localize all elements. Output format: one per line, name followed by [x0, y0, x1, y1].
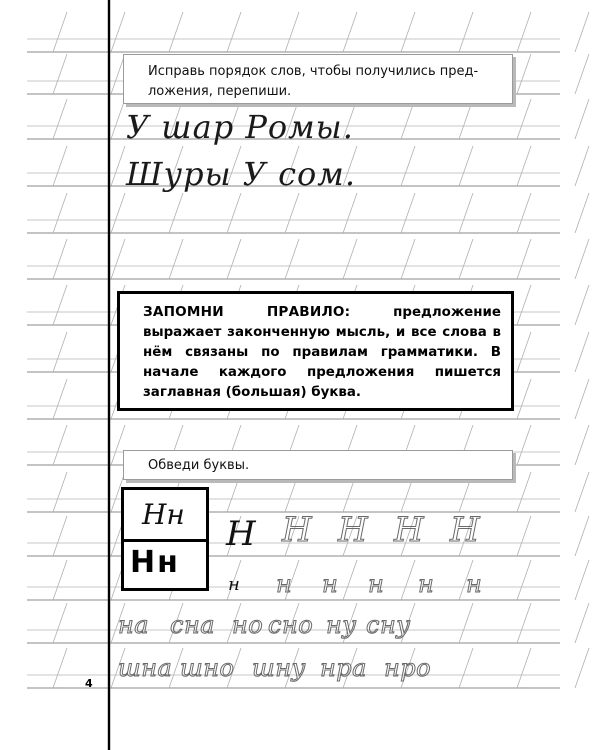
- slant-guide: [575, 146, 589, 186]
- slant-guide: [575, 648, 589, 688]
- rule-text: предложение выражает законченную мысль, и все слова в нём связаны по правилам грамматики. В начале каждого предложения пишется заглавная (большая) буква.: [143, 305, 501, 400]
- slant-guide: [53, 648, 67, 688]
- slant-guide: [517, 379, 531, 419]
- slant-guide: [53, 379, 67, 419]
- slant-guide: [227, 12, 241, 52]
- slant-guide: [227, 239, 241, 279]
- slant-guide: [53, 12, 67, 52]
- slant-guide: [459, 12, 473, 52]
- print-letter-sample: Нн: [130, 545, 180, 580]
- slant-guide: [517, 285, 531, 325]
- task-instruction-box: [123, 54, 513, 104]
- slant-guide: [285, 239, 299, 279]
- slant-guide: [459, 603, 473, 643]
- trace-lowercase-letter[interactable]: н: [276, 570, 292, 598]
- slant-guide: [459, 193, 473, 233]
- slant-guide: [517, 332, 531, 372]
- slant-guide: [459, 146, 473, 186]
- slant-guide: [517, 239, 531, 279]
- slant-guide: [343, 193, 357, 233]
- slant-guide: [111, 99, 125, 139]
- slant-guide: [517, 603, 531, 643]
- slant-guide: [575, 285, 589, 325]
- rule-box: [117, 291, 514, 411]
- slant-guide: [517, 472, 531, 512]
- slant-guide: [401, 12, 415, 52]
- trace-lowercase-letter[interactable]: н: [322, 570, 338, 598]
- slant-guide: [111, 239, 125, 279]
- trace-instruction-box: [123, 450, 513, 480]
- trace-word[interactable]: шна: [118, 654, 173, 682]
- trace-word[interactable]: шну: [252, 654, 306, 682]
- slant-guide: [111, 12, 125, 52]
- slant-guide: [343, 12, 357, 52]
- page-number: 4: [85, 677, 93, 690]
- trace-word[interactable]: сна: [170, 611, 216, 639]
- trace-word[interactable]: ну: [326, 611, 357, 639]
- slant-guide: [285, 12, 299, 52]
- slant-guide: [575, 472, 589, 512]
- instruction-line: ложения, перепиши.: [148, 84, 292, 99]
- slant-guide: [169, 239, 183, 279]
- slant-guide: [53, 516, 67, 556]
- slant-guide: [517, 99, 531, 139]
- trace-lowercase-letter[interactable]: н: [418, 570, 434, 598]
- slant-guide: [53, 239, 67, 279]
- script-letter-sample: Нн: [142, 498, 185, 531]
- slant-guide: [575, 239, 589, 279]
- slant-guide: [111, 193, 125, 233]
- trace-word[interactable]: нра: [320, 654, 367, 682]
- slant-guide: [575, 193, 589, 233]
- slant-guide: [53, 285, 67, 325]
- trace-word[interactable]: но: [232, 611, 264, 639]
- slant-guide: [575, 560, 589, 600]
- slant-guide: [53, 99, 67, 139]
- slant-guide: [517, 54, 531, 94]
- trace-word[interactable]: нро: [384, 654, 432, 682]
- trace-capital-letter[interactable]: Н: [394, 510, 424, 550]
- trace-lowercase-letter[interactable]: н: [368, 570, 384, 598]
- slant-guide: [343, 239, 357, 279]
- slant-guide: [169, 193, 183, 233]
- slant-guide: [517, 193, 531, 233]
- slant-guide: [227, 193, 241, 233]
- slant-guide: [517, 425, 531, 465]
- slant-guide: [401, 560, 415, 600]
- instruction-text: Обведи буквы.: [148, 458, 250, 473]
- rule-heading: ЗАПОМНИ ПРАВИЛО:: [143, 304, 351, 320]
- letter-sample-box: [121, 487, 209, 591]
- slant-guide: [401, 146, 415, 186]
- slant-guide: [285, 193, 299, 233]
- slant-guide: [575, 516, 589, 556]
- slant-guide: [53, 560, 67, 600]
- slant-guide: [575, 603, 589, 643]
- letter-sample-script-cell: [124, 490, 206, 542]
- slant-guide: [169, 12, 183, 52]
- trace-capital-letter[interactable]: Н: [338, 510, 368, 550]
- handwritten-sentence-2: Шуры У сом.: [126, 155, 356, 193]
- slant-guide: [517, 560, 531, 600]
- slant-guide: [53, 603, 67, 643]
- slant-guide: [459, 648, 473, 688]
- stroke-start-mark-capital: Н: [226, 514, 256, 554]
- slant-guide: [575, 332, 589, 372]
- slant-guide: [517, 146, 531, 186]
- handwritten-sentence-1: У шар Ромы.: [126, 108, 354, 146]
- slant-guide: [459, 99, 473, 139]
- slant-guide: [517, 12, 531, 52]
- slant-guide: [575, 425, 589, 465]
- trace-word[interactable]: сно: [268, 611, 314, 639]
- trace-word[interactable]: сну: [366, 611, 411, 639]
- slant-guide: [53, 332, 67, 372]
- trace-capital-letter[interactable]: Н: [282, 510, 312, 550]
- trace-word[interactable]: на: [118, 611, 150, 639]
- slant-guide: [53, 193, 67, 233]
- slant-guide: [575, 99, 589, 139]
- slant-guide: [401, 99, 415, 139]
- slant-guide: [575, 12, 589, 52]
- slant-guide: [111, 146, 125, 186]
- slant-guide: [53, 472, 67, 512]
- slant-guide: [401, 193, 415, 233]
- slant-guide: [401, 239, 415, 279]
- slant-guide: [517, 516, 531, 556]
- trace-capital-letter[interactable]: Н: [450, 510, 480, 550]
- slant-guide: [459, 239, 473, 279]
- slant-guide: [517, 648, 531, 688]
- trace-lowercase-letter[interactable]: н: [466, 570, 482, 598]
- slant-guide: [53, 425, 67, 465]
- slant-guide: [343, 560, 357, 600]
- trace-word[interactable]: шно: [180, 654, 235, 682]
- slant-guide: [575, 54, 589, 94]
- instruction-line: Исправь порядок слов, чтобы получились пред-: [148, 64, 479, 79]
- slant-guide: [575, 379, 589, 419]
- slant-guide: [53, 54, 67, 94]
- stroke-start-mark-lowercase: н: [228, 574, 240, 595]
- slant-guide: [53, 146, 67, 186]
